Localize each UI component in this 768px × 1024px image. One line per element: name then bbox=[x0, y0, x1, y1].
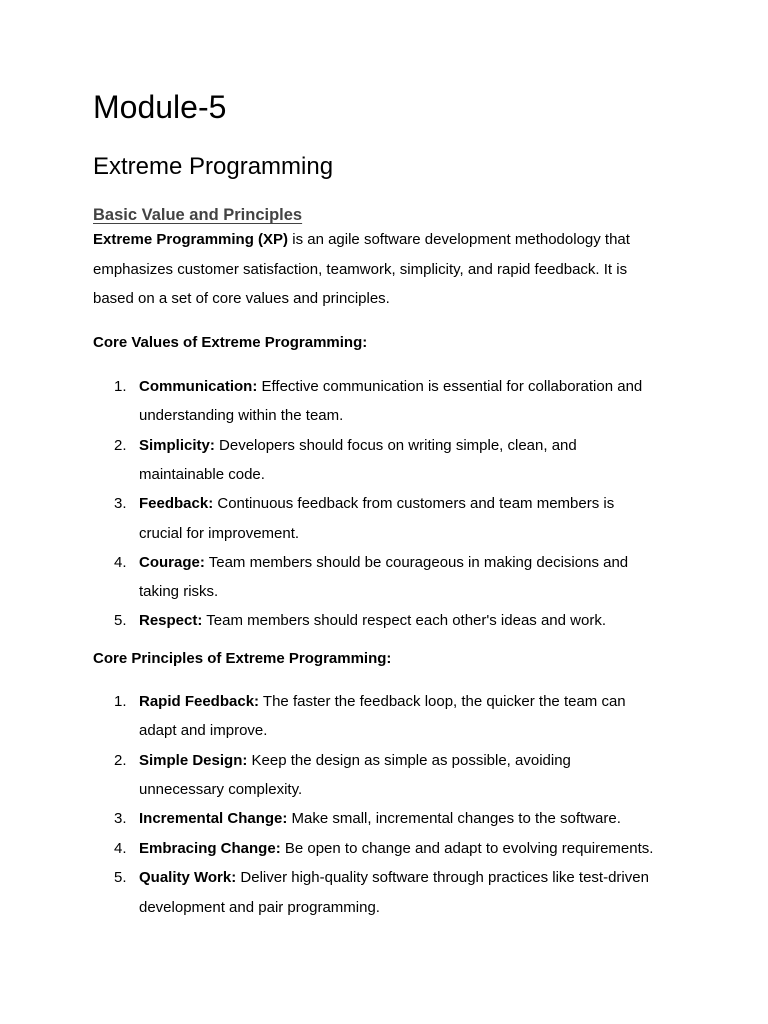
list-item-line: taking risks. bbox=[139, 583, 219, 600]
list-item-line: maintainable code. bbox=[139, 466, 265, 483]
list-text: The faster the feedback loop, the quicker the team can bbox=[259, 693, 626, 710]
document-subtitle: Extreme Programming bbox=[93, 153, 334, 180]
list-item-line bbox=[139, 751, 571, 771]
list-number: 2. bbox=[114, 752, 127, 769]
list-text: Make small, incremental changes to the software. bbox=[287, 810, 621, 827]
list-item-line bbox=[139, 692, 626, 712]
list-item-line: understanding within the team. bbox=[139, 407, 344, 424]
list-text: Be open to change and adapt to evolving requirements. bbox=[280, 840, 654, 857]
list-text: Effective communication is essential for collaboration and bbox=[257, 378, 643, 395]
values-heading: Core Values of Extreme Programming: bbox=[93, 334, 368, 351]
list-text: Team members should be courageous in making decisions and bbox=[204, 554, 629, 571]
list-item-line bbox=[139, 809, 621, 829]
intro-term: Extreme Programming (XP) bbox=[93, 231, 289, 248]
intro-line-1 bbox=[93, 230, 630, 250]
list-item-line bbox=[139, 839, 653, 859]
list-item-line bbox=[139, 868, 649, 888]
list-number: 5. bbox=[114, 869, 127, 886]
list-number: 5. bbox=[114, 612, 127, 629]
document-title: Module-5 bbox=[93, 89, 227, 125]
intro-line-1-text: is an agile software development methodology that bbox=[288, 231, 630, 248]
list-item-line bbox=[139, 436, 577, 456]
list-number: 3. bbox=[114, 495, 127, 512]
list-term: Respect: bbox=[139, 612, 203, 629]
list-item-line bbox=[139, 553, 628, 573]
list-text: Team members should respect each other's ideas and work. bbox=[202, 612, 606, 629]
list-term: Courage: bbox=[139, 554, 205, 571]
list-term: Communication: bbox=[139, 378, 258, 395]
list-number: 4. bbox=[114, 554, 127, 571]
list-number: 2. bbox=[114, 437, 127, 454]
list-number: 1. bbox=[114, 378, 127, 395]
list-item-line: crucial for improvement. bbox=[139, 525, 300, 542]
list-term: Simplicity: bbox=[139, 437, 215, 454]
section-heading: Basic Value and Principles bbox=[93, 206, 303, 224]
list-term: Quality Work: bbox=[139, 869, 237, 886]
list-number: 3. bbox=[114, 810, 127, 827]
list-text: Developers should focus on writing simple, clean, and bbox=[214, 437, 577, 454]
list-item-line: unnecessary complexity. bbox=[139, 781, 303, 798]
intro-line-3: based on a set of core values and principles. bbox=[93, 290, 390, 307]
list-text: Deliver high-quality software through practices like test-driven bbox=[236, 869, 649, 886]
list-item-line: adapt and improve. bbox=[139, 722, 268, 739]
list-number: 4. bbox=[114, 840, 127, 857]
list-text: Keep the design as simple as possible, avoiding bbox=[247, 752, 571, 769]
list-term: Feedback: bbox=[139, 495, 214, 512]
list-item-line: development and pair programming. bbox=[139, 899, 380, 916]
list-item-line bbox=[139, 377, 642, 397]
principles-heading: Core Principles of Extreme Programming: bbox=[93, 650, 392, 667]
list-text: Continuous feedback from customers and team members is bbox=[213, 495, 615, 512]
list-item-line bbox=[139, 611, 606, 631]
list-item-line bbox=[139, 494, 614, 514]
list-term: Simple Design: bbox=[139, 752, 248, 769]
list-term: Incremental Change: bbox=[139, 810, 288, 827]
list-term: Embracing Change: bbox=[139, 840, 281, 857]
list-term: Rapid Feedback: bbox=[139, 693, 260, 710]
intro-line-2: emphasizes customer satisfaction, teamwork, simplicity, and rapid feedback. It is bbox=[93, 261, 628, 278]
list-number: 1. bbox=[114, 693, 127, 710]
